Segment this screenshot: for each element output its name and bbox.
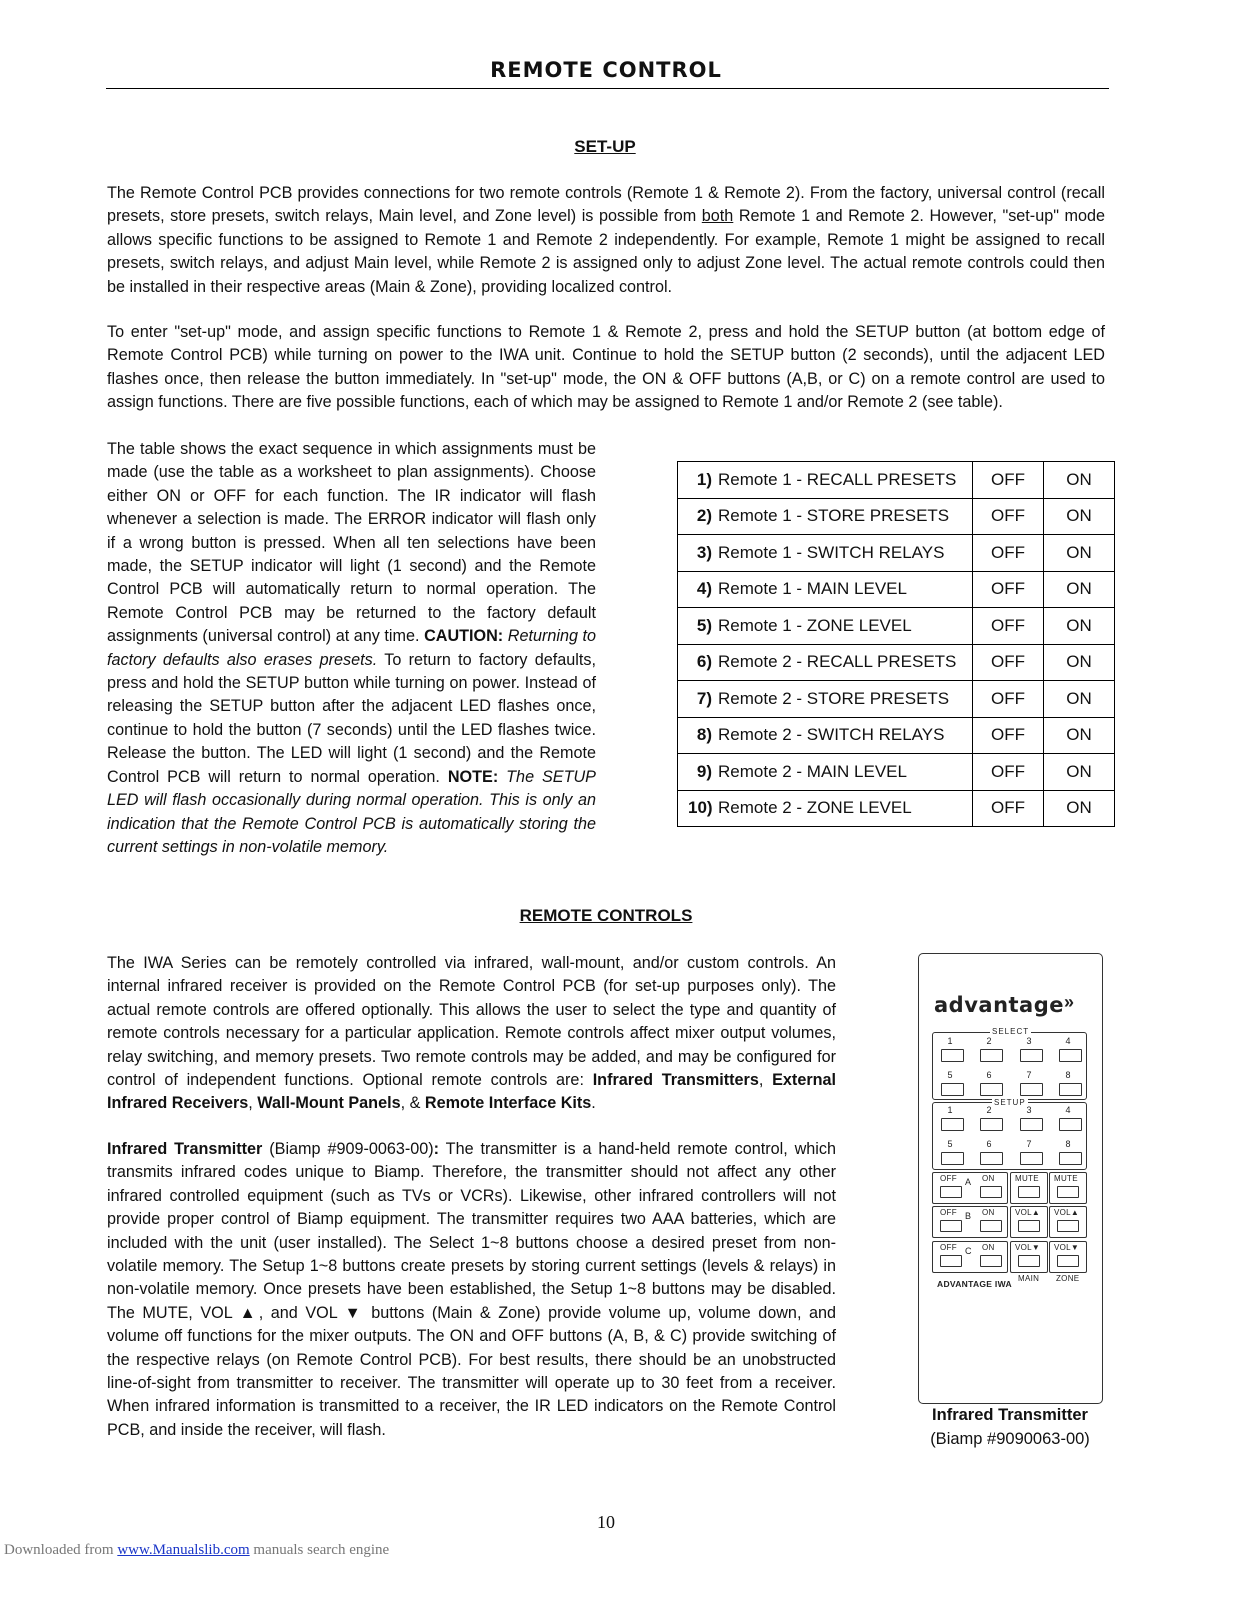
zone-vol-down-button[interactable]: [1057, 1255, 1079, 1267]
off-option: OFF: [973, 462, 1044, 499]
on-option: ON: [1044, 790, 1115, 827]
setup-key-number: 6: [986, 1139, 992, 1149]
row-number: 10): [688, 798, 713, 818]
option-separator: ,: [248, 1094, 258, 1113]
on-option: ON: [1044, 462, 1115, 499]
function-cell: [678, 571, 973, 608]
off-option: OFF: [973, 790, 1044, 827]
off-option: OFF: [973, 681, 1044, 718]
select-key-button[interactable]: [980, 1049, 1003, 1062]
setup-label: SETUP: [994, 1098, 1026, 1107]
zone-mute-button[interactable]: [1057, 1186, 1079, 1198]
setup-key-number: 2: [986, 1105, 992, 1115]
relay-letter: B: [965, 1211, 972, 1221]
relay-letter: A: [965, 1177, 972, 1187]
off-option: OFF: [973, 644, 1044, 681]
table-row: [678, 498, 1115, 535]
manualslib-link[interactable]: www.Manualslib.com: [117, 1542, 250, 1558]
on-option: ON: [1044, 535, 1115, 572]
function-cell: [678, 790, 973, 827]
relay-off-button[interactable]: [940, 1186, 962, 1198]
relay-off-label: OFF: [940, 1174, 957, 1183]
row-number: 7): [696, 688, 712, 708]
function-label: Remote 2 - SWITCH RELAYS: [718, 725, 945, 745]
table-row: [678, 535, 1115, 572]
setup-key-number: 5: [947, 1139, 953, 1149]
function-cell: [678, 644, 973, 681]
zone-mute-label: MUTE: [1054, 1174, 1078, 1183]
select-key-number: 4: [1065, 1036, 1071, 1046]
relay-off-label: OFF: [940, 1208, 957, 1217]
option-external-receivers: External Infrared Receivers: [107, 1071, 837, 1113]
relay-on-label: ON: [982, 1174, 995, 1183]
figure-caption-model: (Biamp #9090063-00): [930, 1430, 1090, 1448]
zone-vol-up-label: VOL▲: [1054, 1208, 1080, 1217]
setup-key-number: 1: [947, 1105, 953, 1115]
table-row: [678, 608, 1115, 645]
relay-on-label: ON: [982, 1243, 995, 1252]
transmitter-colon: :: [433, 1140, 440, 1158]
setup-key-button[interactable]: [980, 1152, 1003, 1165]
assignment-table: [677, 461, 1115, 827]
transmitter-model: (Biamp #909-0063-00): [262, 1140, 434, 1158]
off-option: OFF: [973, 717, 1044, 754]
setup-key-number: 3: [1026, 1105, 1032, 1115]
select-key-number: 5: [947, 1070, 953, 1080]
remote-controls-heading: REMOTE CONTROLS: [519, 906, 693, 925]
option-end: .: [591, 1094, 596, 1113]
advantage-logo: advantage: [934, 993, 1064, 1017]
function-cell: [678, 535, 973, 572]
function-label: Remote 1 - STORE PRESETS: [718, 506, 950, 526]
setup-paragraph-2: To enter "set-up" mode, and assign specific functions to Remote 1 & Remote 2, press and hold the SETUP button (at bottom edge of Remote Control PCB) while turning on power to the IWA unit. Continue to hold the SETUP button (2 seconds), until the adjacent LED flashes once, then release the button immediately. In "set-up" mode, the ON & OFF buttons (A,B, or C) on a remote control are used to assign functions. There are five possible functions, each of which may be assigned to Remote 1 and/or Remote 2 (see table).: [107, 323, 1105, 412]
setup-key-button[interactable]: [941, 1152, 964, 1165]
remote-brand-label: ADVANTAGE IWA: [937, 1279, 1012, 1289]
row-number: 1): [696, 469, 712, 489]
table-row: [678, 717, 1115, 754]
select-key-number: 3: [1026, 1036, 1032, 1046]
function-cell: [678, 608, 973, 645]
remote-p1-text: The IWA Series can be remotely controlled via infrared, wall-mount, and/or custom controls. An internal infrared receiver is provided on the Remote Control PCB (for set-up purposes only). The actual remote controls are offered optionally. This allows the user to select the type and quantity of remote controls necessary for a particular application. Remote controls affect mixer output volumes, relay switching, and memory presets. Two remote controls may be added, and may be configured for control of independent functions. Optional remote controls are:: [107, 954, 836, 1090]
main-label: MAIN: [1018, 1274, 1040, 1283]
zone-vol-down-label: VOL▼: [1054, 1243, 1080, 1252]
select-key-number: 1: [947, 1036, 953, 1046]
select-label: SELECT: [992, 1027, 1030, 1036]
off-option: OFF: [973, 754, 1044, 791]
function-cell: [678, 681, 973, 718]
setup-p3-text-b: To return to factory defaults, press and hold the SETUP button while turning on power. Instead of releasing the SETUP button after the adjacent LED flashes once, continue to hold the button (7 seconds) until the LED flashes twice. Release the button. The LED will light (1 second) and the Remote Control PCB will return to normal operation.: [107, 650, 596, 786]
select-key-button[interactable]: [1020, 1049, 1043, 1062]
zone-vol-up-button[interactable]: [1057, 1220, 1079, 1232]
row-number: 9): [696, 761, 712, 781]
transmitter-label: Infrared Transmitter: [107, 1140, 263, 1158]
function-label: Remote 1 - SWITCH RELAYS: [718, 542, 945, 562]
row-number: 3): [696, 542, 712, 562]
on-option: ON: [1044, 754, 1115, 791]
setup-p3-text-a: The table shows the exact sequence in which assignments must be made (use the table as a worksheet to plan assignments). Choose either ON or OFF for each function. The IR indicator will flash whenever a selection is made. The ERROR indicator will flash only if a wrong button is pressed. When all ten selections have been made, the SETUP indicator will light (1 second) and the Remote Control PCB will automatically return to normal operation. The Remote Control PCB may be returned to the factory default assignments (universal control) at any time.: [107, 440, 596, 646]
header-rule: [106, 88, 1109, 89]
setup-p1-text-b: Remote 1 and Remote 2. However, "set-up" mode allows specific functions to be assigned to Remote 1 and Remote 2 independently. For example, Remote 1 might be assigned to recall presets, switch relays, and adjust Main level, while Remote 2 is assigned only to adjust Zone level. The actual remote controls could then be installed in their respective areas (Main & Zone), providing localized control.: [107, 207, 1105, 296]
table-row: [678, 462, 1115, 499]
remote-paragraph-2: [107, 1138, 836, 1442]
setup-paragraph-3: [107, 438, 596, 859]
page-number: 10: [597, 1512, 615, 1532]
function-cell: [678, 462, 973, 499]
relay-on-button[interactable]: [980, 1220, 1002, 1232]
caution-label: CAUTION:: [424, 627, 504, 646]
setup-p1-both: both: [701, 207, 734, 226]
logo-chevron-icon: »: [1064, 992, 1072, 1012]
on-option: ON: [1044, 717, 1115, 754]
main-vol-down-label: VOL▼: [1015, 1243, 1041, 1252]
function-label: Remote 2 - MAIN LEVEL: [718, 761, 907, 781]
on-option: ON: [1044, 681, 1115, 718]
on-option: ON: [1044, 608, 1115, 645]
transmitter-text: The transmitter is a hand-held remote control, which transmits infrared codes unique to Biamp. Therefore, the transmitter should not affect any other infrared controlled equipment (such as TVs or VCRs). Likewise, other infrared controllers will not provide proper control of Biamp equipment. The transmitter requires two AAA batteries, which are included with the unit (user installed). The Select 1~8 buttons choose a desired preset from non-volatile memory. The Setup 1~8 buttons create presets by storing current settings (levels & relays) in non-volatile memory. Once presets have been established, the Setup 1~8 buttons may be disabled. The MUTE, VOL ▲, and VOL ▼ buttons (Main & Zone) provide volume up, volume down, and volume off functions for the mixer outputs. The ON and OFF buttons (A, B, & C) provide switching of the respective relays (on Remote Control PCB). For best results, there should be an unobstructed line-of-sight from transmitter to receiver. The transmitter will operate up to 30 feet from a receiver. When infrared information is transmitted to a receiver, the IR LED indicators on the Remote Control PCB, and inside the receiver, will flash.: [107, 1140, 836, 1439]
on-option: ON: [1044, 644, 1115, 681]
setup-key-number: 4: [1065, 1105, 1071, 1115]
row-number: 2): [696, 506, 712, 526]
function-cell: [678, 754, 973, 791]
option-separator: , &: [400, 1094, 425, 1113]
function-label: Remote 2 - STORE PRESETS: [718, 688, 950, 708]
function-label: Remote 1 - RECALL PRESETS: [718, 469, 957, 489]
setup-key-button[interactable]: [980, 1118, 1003, 1131]
select-key-button[interactable]: [941, 1083, 964, 1096]
relay-off-button[interactable]: [940, 1255, 962, 1267]
figure-caption-title: Infrared Transmitter: [932, 1406, 1088, 1424]
relay-off-label: OFF: [940, 1243, 957, 1252]
off-option: OFF: [973, 608, 1044, 645]
off-option: OFF: [973, 535, 1044, 572]
function-cell: [678, 498, 973, 535]
footer-prefix: Downloaded from: [4, 1542, 118, 1558]
footer-suffix: manuals search engine: [249, 1542, 390, 1558]
row-number: 6): [696, 652, 712, 672]
select-key-number: 6: [986, 1070, 992, 1080]
table-row: [678, 790, 1115, 827]
relay-on-button[interactable]: [980, 1186, 1002, 1198]
function-label: Remote 1 - MAIN LEVEL: [718, 579, 907, 599]
table-row: [678, 571, 1115, 608]
off-option: OFF: [973, 571, 1044, 608]
on-option: ON: [1044, 498, 1115, 535]
download-footer: [4, 1542, 389, 1559]
setup-key-number: 8: [1065, 1139, 1071, 1149]
select-key-button[interactable]: [1059, 1083, 1082, 1096]
setup-p1-text-a: The Remote Control PCB provides connections for two remote controls (Remote 1 & Remote 2). From the factory, universal control (recall presets, store presets, switch relays, Main level, and Zone level) is possible from: [107, 184, 1105, 226]
assignment-table-body: [678, 462, 1115, 827]
setup-key-number: 7: [1026, 1139, 1032, 1149]
table-row: [678, 754, 1115, 791]
relay-on-button[interactable]: [980, 1255, 1002, 1267]
function-label: Remote 1 - ZONE LEVEL: [718, 615, 912, 635]
option-remote-interface-kits: Remote Interface Kits: [424, 1094, 592, 1113]
table-row: [678, 644, 1115, 681]
main-vol-down-button[interactable]: [1018, 1255, 1040, 1267]
setup-key-button[interactable]: [941, 1118, 964, 1131]
setup-key-button[interactable]: [1020, 1118, 1043, 1131]
setup-key-button[interactable]: [1020, 1152, 1043, 1165]
option-infrared-transmitters: Infrared Transmitters: [592, 1071, 759, 1090]
caution-text: Returning to factory defaults also erases presets.: [107, 627, 597, 669]
note-label: NOTE:: [447, 767, 499, 786]
select-key-button[interactable]: [1020, 1083, 1043, 1096]
main-mute-button[interactable]: [1018, 1186, 1040, 1198]
remote-paragraph-1: [107, 952, 836, 1116]
relay-off-button[interactable]: [940, 1220, 962, 1232]
page-title: REMOTE CONTROL: [490, 58, 722, 82]
select-key-button[interactable]: [941, 1049, 964, 1062]
select-key-button[interactable]: [980, 1083, 1003, 1096]
main-vol-up-button[interactable]: [1018, 1220, 1040, 1232]
function-label: Remote 2 - RECALL PRESETS: [718, 652, 957, 672]
option-separator: ,: [758, 1071, 773, 1090]
select-key-button[interactable]: [1059, 1049, 1082, 1062]
select-key-number: 2: [986, 1036, 992, 1046]
setup-key-button[interactable]: [1059, 1152, 1082, 1165]
off-option: OFF: [973, 498, 1044, 535]
function-label: Remote 2 - ZONE LEVEL: [718, 798, 912, 818]
note-text: The SETUP LED will flash occasionally during normal operation. This is only an indication that the Remote Control PCB is automatically storing the current settings in non-volatile memory.: [107, 767, 596, 856]
option-wall-mount-panels: Wall-Mount Panels: [257, 1094, 401, 1113]
function-cell: [678, 717, 973, 754]
row-number: 4): [696, 579, 712, 599]
relay-letter: C: [965, 1246, 972, 1256]
relay-on-label: ON: [982, 1208, 995, 1217]
row-number: 8): [696, 725, 712, 745]
main-vol-up-label: VOL▲: [1015, 1208, 1041, 1217]
table-row: [678, 681, 1115, 718]
select-key-number: 7: [1026, 1070, 1032, 1080]
select-key-number: 8: [1065, 1070, 1071, 1080]
zone-label: ZONE: [1056, 1274, 1080, 1283]
setup-paragraph-1: [107, 182, 1105, 299]
setup-key-button[interactable]: [1059, 1118, 1082, 1131]
setup-heading: SET-UP: [574, 137, 636, 156]
main-mute-label: MUTE: [1015, 1174, 1039, 1183]
row-number: 5): [696, 615, 712, 635]
on-option: ON: [1044, 571, 1115, 608]
